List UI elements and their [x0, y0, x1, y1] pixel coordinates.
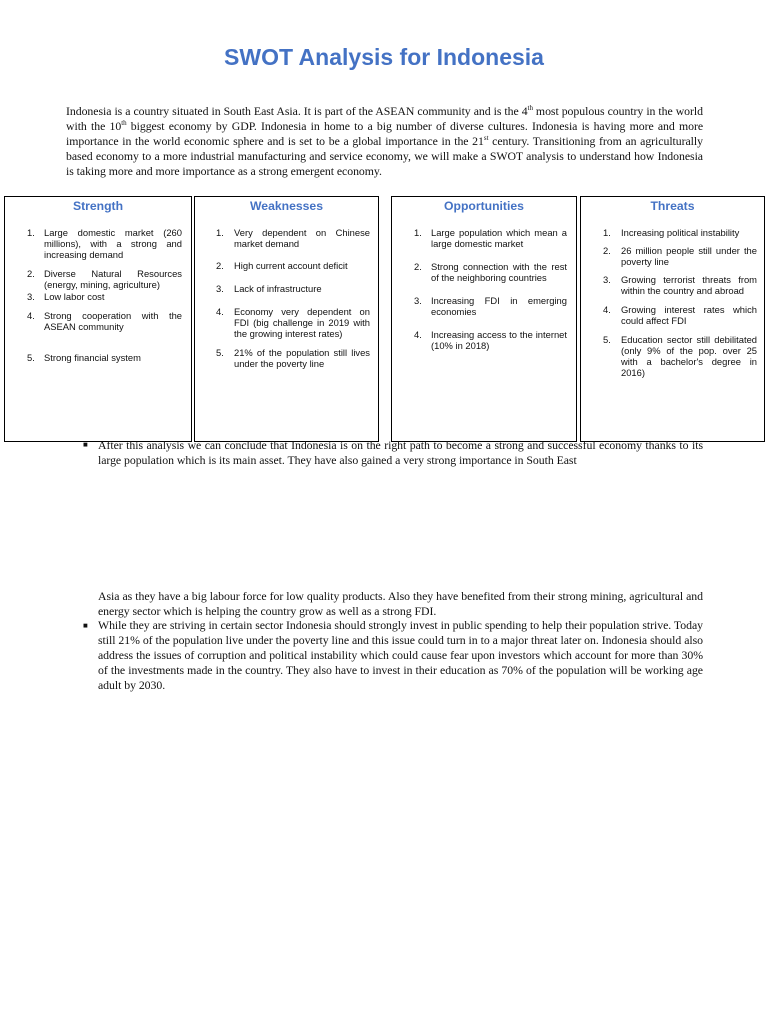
swot-threats-box	[580, 196, 765, 442]
list-item: 2. High current account deficit	[216, 260, 348, 271]
swot-opportunities-box	[391, 196, 577, 442]
swot-strength-box	[4, 196, 192, 442]
conclusion-bullet-1-continued: Asia as they have a big labour force for low quality products. Also they have benefited from their strong mining, agricultural and energy sector which is helping the country grow as well as a strong FDI.	[98, 589, 703, 618]
list-item: 1. Large population which mean a large domestic market	[414, 227, 567, 249]
list-item: 2. 26 million people still under the poverty line	[603, 245, 757, 267]
bullet-square-icon: ■	[83, 440, 88, 449]
list-item: 3. Increasing FDI in emerging economies	[414, 295, 567, 317]
opportunities-heading: Opportunities	[444, 199, 524, 213]
list-item: 1. Very dependent on Chinese market demand	[216, 227, 370, 249]
list-item: 3. Lack of infrastructure	[216, 283, 322, 294]
swot-weaknesses-box	[194, 196, 379, 442]
list-item: 4. Strong cooperation with the ASEAN community	[27, 310, 182, 332]
list-item: 2. Strong connection with the rest of the neighboring countries	[414, 261, 567, 283]
strength-list	[5, 227, 191, 363]
list-item: 3. Low labor cost	[27, 291, 105, 302]
list-item: 4. Growing interest rates which could affect FDI	[603, 304, 757, 326]
list-item: 1. Large domestic market (260 millions), with a strong and increasing demand	[27, 227, 182, 260]
threats-heading: Threats	[650, 199, 695, 213]
list-item: 5. 21% of the population still lives under the poverty line	[216, 347, 370, 369]
conclusion-bullet-1: After this analysis we can conclude that Indonesia is on the right path to become a strong and successful economy thanks to its large population which is its main asset. They have also gained a very strong importance in South East	[98, 438, 703, 467]
list-item: 2. Diverse Natural Resources (energy, mining, agriculture)	[27, 268, 182, 290]
threats-list	[581, 227, 764, 378]
strength-heading: Strength	[72, 199, 124, 213]
list-item: 4. Economy very dependent on FDI (big challenge in 2019 with the growing interest rates)	[216, 306, 370, 339]
list-item: 4. Increasing access to the internet (10% in 2018)	[414, 329, 567, 351]
opportunities-list	[392, 227, 576, 351]
list-item: 5. Education sector still debilitated (only 9% of the pop. over 25 with a bachelor's degree in 2016)	[603, 334, 757, 378]
list-item: 5. Strong financial system	[27, 352, 141, 363]
bullet-square-icon: ■	[83, 621, 88, 630]
weaknesses-list	[195, 227, 378, 369]
conclusion-bullet-2: While they are striving in certain sector Indonesia should strongly invest in public spending to help their population strive. Today still 21% of the population live under the poverty line and this issue could turn in to a major threat later on. Indonesia should also address the issues of corruption and political instability which could cause fear upon investors which account for more than 30% of the investments made in the country. They also have to invest in their education as 70% of the population will be working age adult by 2030.	[98, 618, 703, 692]
list-item: 1. Increasing political instability	[603, 227, 740, 238]
weaknesses-heading: Weaknesses	[250, 199, 323, 213]
page-title: SWOT Analysis for Indonesia	[224, 44, 544, 70]
list-item: 3. Growing terrorist threats from within the country and abroad	[603, 274, 757, 296]
intro-paragraph: Indonesia is a country situated in South East Asia. It is part of the ASEAN community and is the 4th most populous country in the world with the 10th biggest economy by GDP. Indonesia in home to a big number of diverse cultures. Indonesia is having more and more importance in the world economic sphere and is set to be a global importance in the 21st century. Transitioning from an agriculturally based economy to a more industrial manufacturing and service economy, we will make a SWOT analysis to understand how Indonesia is taking more and more importance as a strong emergent economy.	[66, 104, 704, 178]
